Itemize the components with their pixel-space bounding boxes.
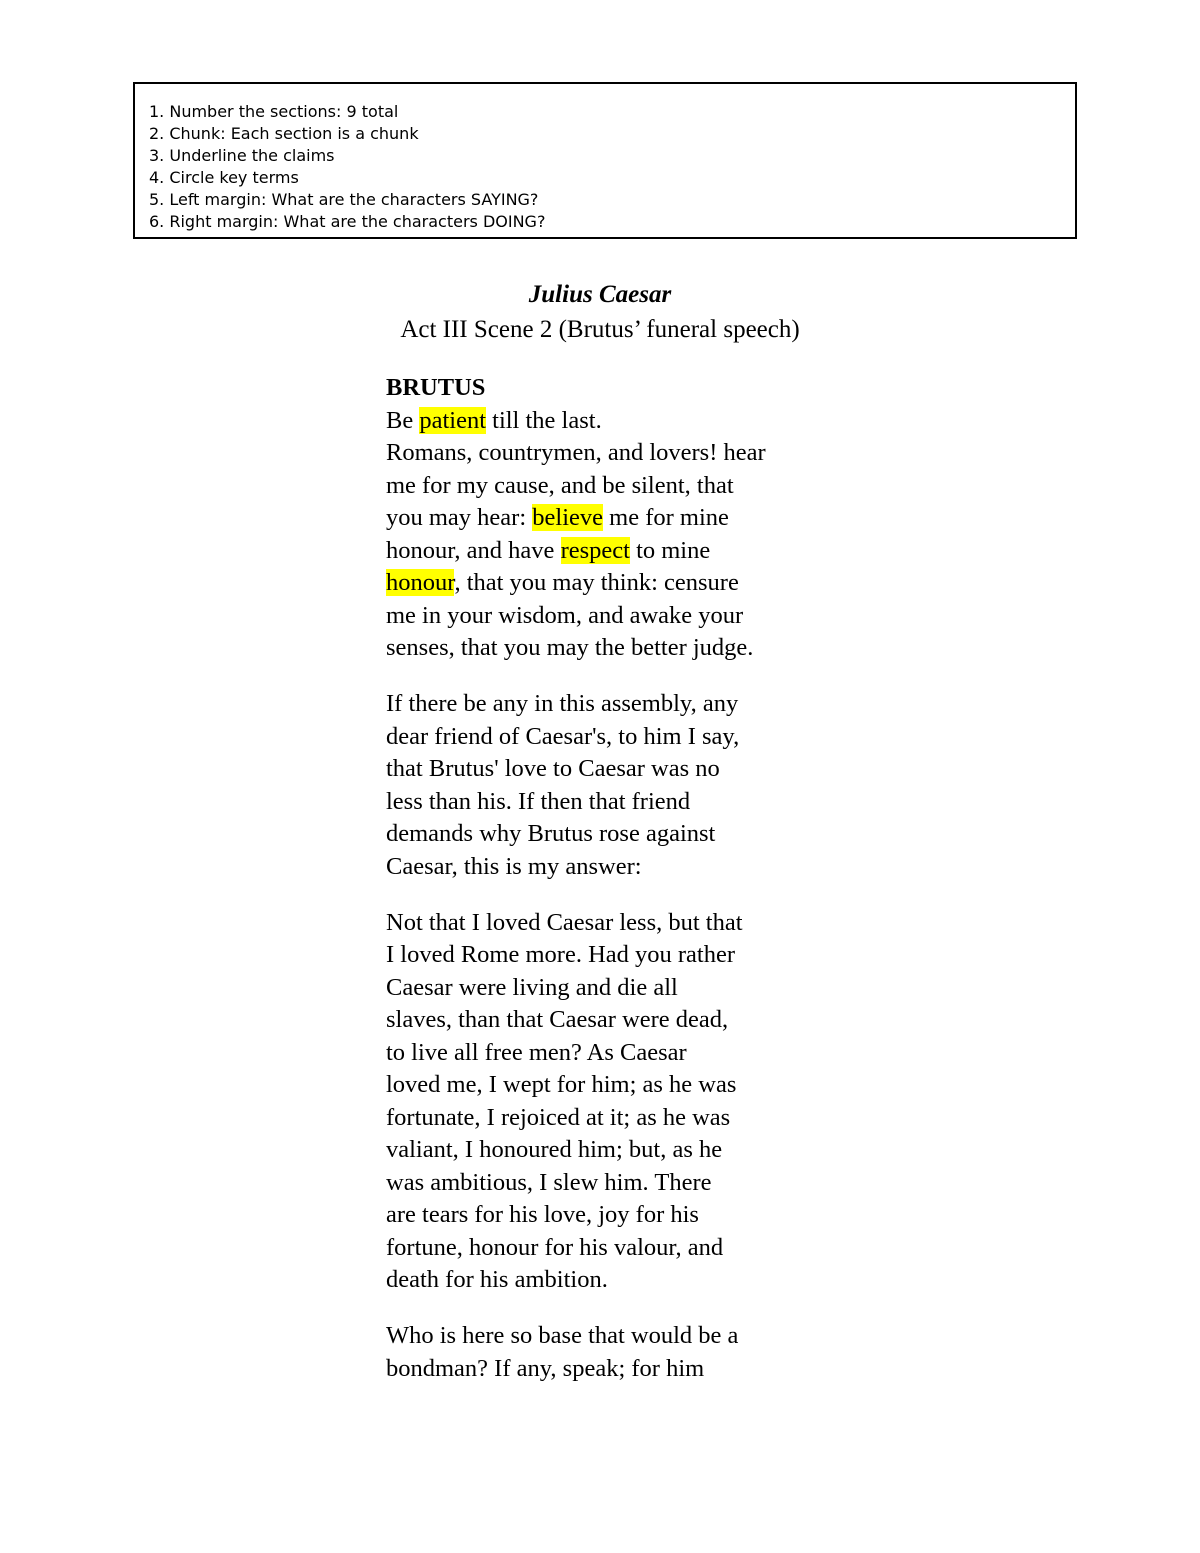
instructions-box	[133, 82, 1077, 239]
speech-line	[386, 1037, 856, 1070]
speech-text-segment: are tears for his love, joy for his	[386, 1201, 699, 1228]
speech-text-segment: death for his ambition.	[386, 1266, 608, 1293]
speech-line	[386, 1320, 856, 1353]
speech-text-segment: loved me, I wept for him; as he was	[386, 1071, 737, 1098]
instruction-item: 3. Underline the claims	[149, 146, 335, 165]
speech-line	[386, 1353, 856, 1386]
speech-text-segment: to live all free men? As Caesar	[386, 1038, 687, 1066]
stanzas-container	[386, 405, 856, 1386]
speech-line	[386, 1004, 856, 1037]
instruction-item: 6. Right margin: What are the characters DOING?	[149, 212, 546, 231]
speech-line	[386, 721, 856, 754]
speech-text-segment: fortunate, I rejoiced at it; as he was	[386, 1103, 731, 1131]
speech-text-segment: Caesar were living and die all	[386, 973, 678, 1001]
speech-line	[386, 1232, 856, 1265]
speech-text-segment: demands why Brutus rose against	[386, 820, 716, 847]
scene-title: Act III Scene 2 (Brutus’ funeral speech)	[400, 316, 800, 343]
speech-stanza	[386, 688, 856, 883]
speech-line	[386, 818, 856, 851]
speech-text-segment: Who is here so base that would be a	[386, 1322, 739, 1349]
instruction-item: 2. Chunk: Each section is a chunk	[149, 124, 419, 143]
highlighted-key-term: patient	[419, 406, 487, 434]
speech-line	[386, 939, 856, 972]
speech-line	[386, 1264, 856, 1297]
speaker-name: BRUTUS	[386, 374, 486, 401]
speech-text-segment: me in your wisdom, and awake your	[386, 601, 744, 629]
speech-line	[386, 851, 856, 884]
speech-text-segment: Not that I loved Caesar less, but that	[386, 908, 743, 936]
speech-text-segment: less than his. If then that friend	[386, 787, 691, 815]
speech-line	[386, 1134, 856, 1167]
speech-text-segment: Be	[386, 406, 420, 434]
speech-stanza	[386, 1320, 856, 1385]
speech-text-segment: me for mine	[603, 504, 729, 531]
speech-text-segment: If there be any in this assembly, any	[386, 690, 739, 717]
speech-text-segment: slaves, than that Caesar were dead,	[386, 1006, 729, 1033]
speech-line	[386, 786, 856, 819]
speech-text-segment: Romans, countrymen, and lovers! hear	[386, 439, 766, 466]
instruction-item: 1. Number the sections: 9 total	[149, 102, 399, 121]
speech-text	[386, 372, 856, 1409]
speech-text-segment: , that you may think: censure	[454, 569, 739, 596]
speech-text-segment: to mine	[629, 536, 711, 564]
speech-line	[386, 437, 856, 470]
speech-line	[386, 470, 856, 503]
highlighted-key-term: respect	[560, 536, 630, 564]
instruction-item: 4. Circle key terms	[149, 168, 299, 187]
speech-line	[386, 1199, 856, 1232]
speech-line	[386, 535, 856, 568]
speech-text-segment: till the last.	[486, 406, 602, 434]
speech-text-segment: fortune, honour for his valour, and	[386, 1233, 724, 1261]
speech-text-segment: honour, and have	[386, 536, 561, 564]
speech-text-segment: that Brutus' love to Caesar was no	[386, 755, 720, 782]
highlighted-key-term: honour	[386, 569, 455, 596]
speech-text-segment: me for my cause, and be silent, that	[386, 471, 734, 499]
speech-line	[386, 1167, 856, 1200]
speech-line	[386, 502, 856, 535]
instruction-item: 5. Left margin: What are the characters SAYING?	[149, 190, 539, 209]
speech-stanza	[386, 405, 856, 665]
speech-line	[386, 907, 856, 940]
play-title: Julius Caesar	[528, 281, 672, 308]
speech-text-segment: Caesar, this is my answer:	[386, 852, 642, 880]
speech-line	[386, 1069, 856, 1102]
speech-line	[386, 1102, 856, 1135]
speech-text-segment: bondman? If any, speak; for him	[386, 1354, 705, 1382]
speech-text-segment: you may hear:	[386, 504, 533, 531]
speech-line	[386, 405, 856, 438]
speech-text-segment: I loved Rome more. Had you rather	[386, 941, 736, 968]
speech-line	[386, 567, 856, 600]
speech-text-segment: valiant, I honoured him; but, as he	[386, 1136, 723, 1163]
instructions-list	[149, 101, 1075, 233]
speech-line	[386, 632, 856, 665]
speech-line	[386, 600, 856, 633]
speech-line	[386, 753, 856, 786]
speech-text-segment: senses, that you may the better judge.	[386, 634, 754, 661]
speech-text-segment: dear friend of Caesar's, to him I say,	[386, 722, 740, 750]
speech-stanza	[386, 907, 856, 1297]
highlighted-key-term: believe	[532, 504, 604, 531]
speech-line	[386, 972, 856, 1005]
speech-line	[386, 688, 856, 721]
speech-text-segment: was ambitious, I slew him. There	[386, 1168, 712, 1196]
